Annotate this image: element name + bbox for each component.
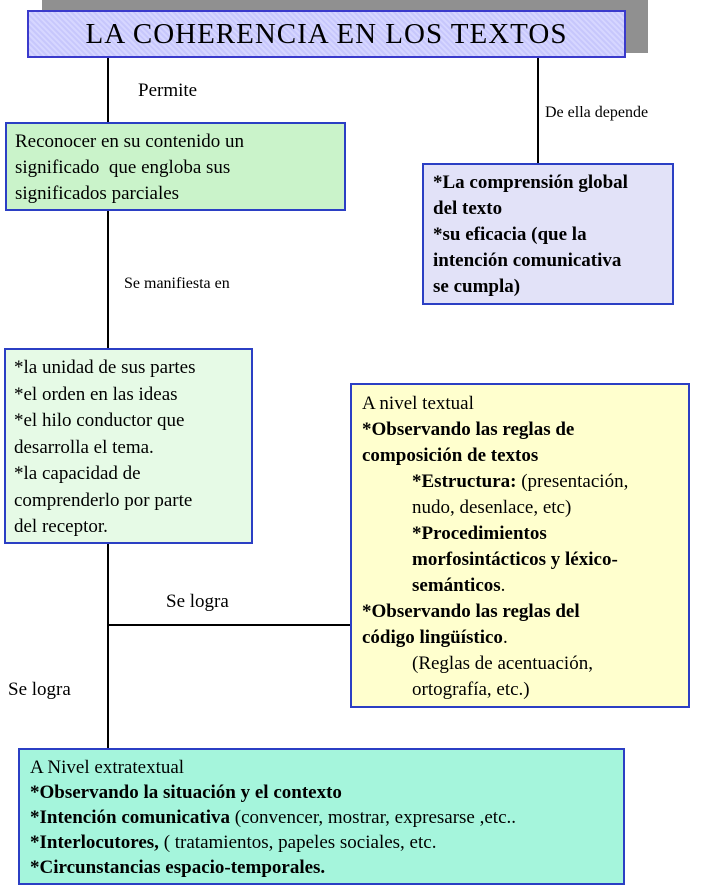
text-line: intención comunicativa bbox=[433, 250, 622, 271]
box-unidad-de-partes bbox=[4, 348, 253, 544]
text-line: *Observando las reglas del bbox=[362, 601, 580, 622]
connector-label-de-ella-depende: De ella depende bbox=[545, 104, 649, 121]
text-line: *la unidad de sus partes bbox=[14, 357, 196, 378]
text-line: A nivel textual bbox=[362, 393, 474, 414]
text-line: *el hilo conductor que bbox=[14, 410, 185, 431]
text-line: Reconocer en su contenido un bbox=[15, 131, 244, 152]
text-line: *Procedimientos bbox=[412, 523, 547, 544]
text-line: *el orden en las ideas bbox=[14, 383, 178, 405]
text-line: *Circunstancias espacio-temporales. bbox=[30, 857, 326, 878]
text-line: desarrolla el tema. bbox=[14, 436, 154, 458]
connector-label-se-manifiesta-en: Se manifiesta en bbox=[124, 275, 230, 292]
box-nivel-extratextual bbox=[18, 748, 625, 885]
text-line: código lingüístico. bbox=[362, 627, 508, 648]
text-line: *La comprensión global bbox=[433, 172, 628, 193]
connector-line-title-to-reconocer bbox=[107, 58, 109, 122]
box-reconocer-significado bbox=[5, 122, 346, 211]
connector-label-se-logra-textual: Se logra bbox=[166, 591, 229, 612]
text-line: *Interlocutores, ( tratamientos, papeles sociales, etc. bbox=[30, 832, 437, 853]
connector-label-se-logra-extratextual: Se logra bbox=[8, 679, 71, 700]
connector-line-unidad-to-extratextual bbox=[107, 543, 109, 748]
text-line: del texto bbox=[433, 198, 503, 219]
text-line: significados parciales bbox=[15, 183, 180, 204]
text-line: *Intención comunicativa (convencer, mostrar, expresarse ,etc.. bbox=[30, 807, 517, 828]
text-line: *Estructura: (presentación, bbox=[412, 471, 629, 492]
text-line: (Reglas de acentuación, bbox=[412, 653, 593, 674]
connector-line-title-to-comprension bbox=[537, 58, 539, 163]
text-line: *la capacidad de bbox=[14, 463, 141, 484]
text-line: A Nivel extratextual bbox=[30, 757, 185, 778]
text-line: significado que engloba sus bbox=[15, 157, 231, 178]
text-line: *Observando la situación y el contexto bbox=[30, 782, 342, 803]
text-line: composición de textos bbox=[362, 445, 539, 466]
connector-line-reconocer-to-unidad bbox=[107, 210, 109, 348]
title-box bbox=[27, 10, 626, 58]
text-line: ortografía, etc.) bbox=[412, 679, 530, 700]
text-line: *Observando las reglas de bbox=[362, 419, 575, 440]
text-line: se cumpla) bbox=[433, 276, 521, 297]
text-line: del receptor. bbox=[14, 516, 108, 537]
box-nivel-textual bbox=[350, 383, 690, 708]
page-title: LA COHERENCIA EN LOS TEXTOS bbox=[85, 17, 568, 50]
connector-label-permite: Permite bbox=[138, 80, 198, 101]
text-line: *su eficacia (que la bbox=[433, 224, 587, 245]
text-line: nudo, desenlace, etc) bbox=[412, 497, 572, 518]
box-comprension-global bbox=[422, 163, 674, 305]
connector-line-to-textual bbox=[107, 624, 350, 626]
text-line: comprenderlo por parte bbox=[14, 489, 193, 511]
text-line: semánticos. bbox=[412, 575, 506, 596]
text-line: morfosintácticos y léxico- bbox=[412, 549, 618, 570]
